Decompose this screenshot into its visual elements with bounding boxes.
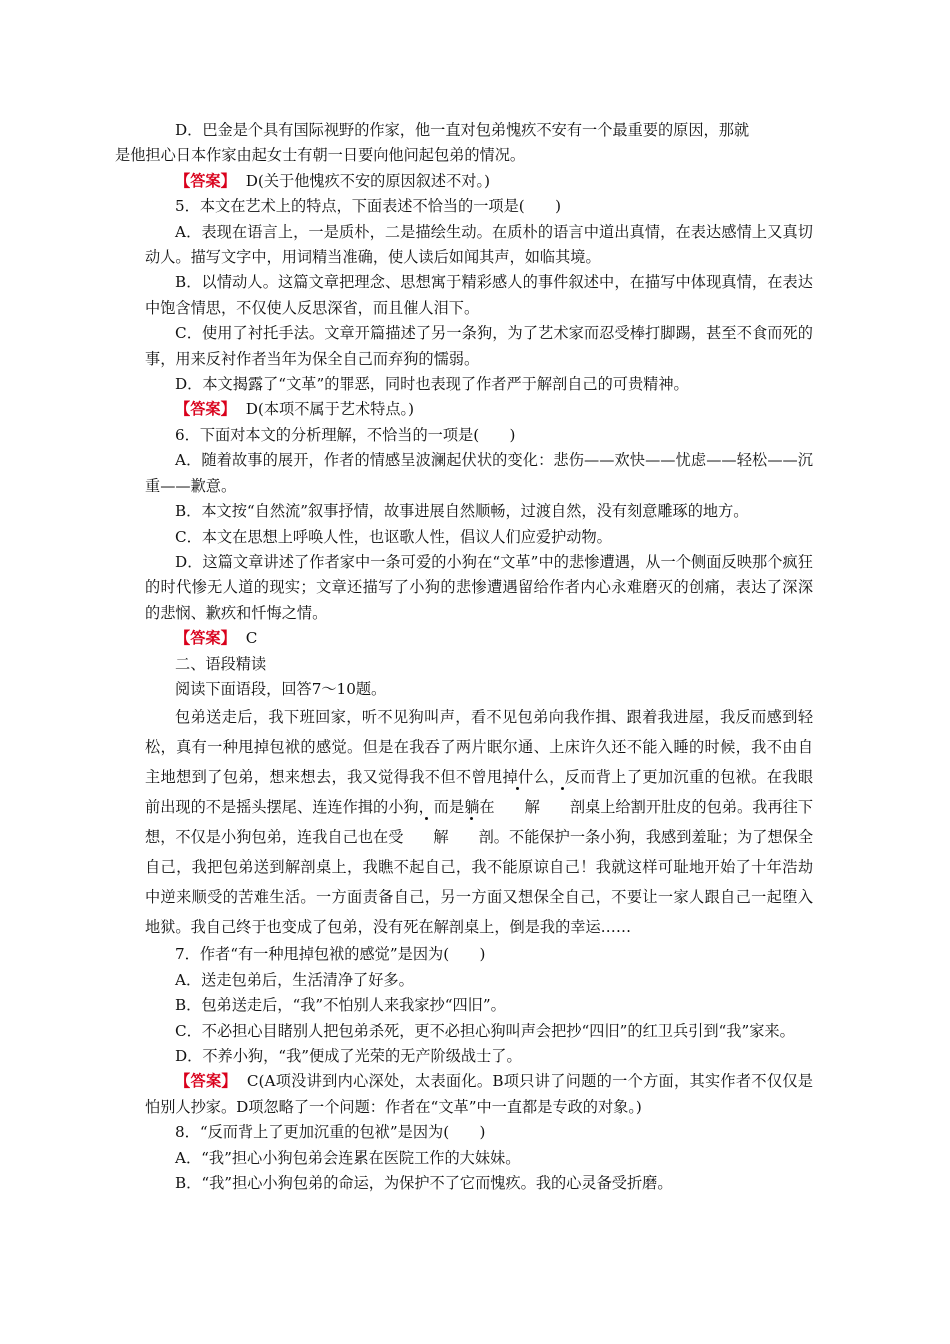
answer-text: C(A项没讲到内心深处，太表面化。B项只讲了问题的一个方面，其实作者不仅仅是怕别人抄家。D项忽略了一个问题：作者在“文革”中一直都是专政的对象。) <box>145 1072 813 1116</box>
q5-option-a: A．表现在语言上，一是质朴，二是描绘生动。在质朴的语言中道出真情，在表达感情上又真切动人。描写文字中，用词精当准确，使人读后如闻其声，如临其境。 <box>145 222 813 267</box>
q7-answer <box>145 1069 813 1120</box>
answer-text: C <box>245 629 258 648</box>
q7-option-c: C．不必担心目睹别人把包弟杀死，更不必担心狗叫声会把抄“四旧”的红卫兵引到“我”家来。 <box>175 1021 795 1040</box>
q5-option-b: B．以情动人。这篇文章把理念、思想寓于精彩感人的事件叙述中，在描写中体现真情，在表达中饱含情思，不仅使人反思深省，而且催人泪下。 <box>145 273 813 317</box>
q5-answer <box>145 397 813 422</box>
answer-label: 【答案】 <box>175 171 236 190</box>
q6-option-c: C．本文在思想上呼唤人性，也讴歌人性，倡议人们应爱护动物。 <box>175 527 612 546</box>
emphasis-dot-char: 剖 <box>540 792 585 822</box>
q8-option-b: B．“我”担心小狗包弟的命运，为保护不了它而愧疚。我的心灵备受折磨。 <box>175 1174 673 1192</box>
q5-stem: 5．本文在艺术上的特点，下面表述不恰当的一项是( ) <box>175 197 562 216</box>
answer-label: 【答案】 <box>175 629 236 648</box>
passage-text-3: 。不能保护一条小狗，我感到羞耻；为了想保全自己，我把包弟送到解剖桌上，我瞧不起自己，我不能原谅自己！我就这样可耻地开始了十年浩劫中逆来顺受的苦难生活。一方面责备自己，另一方面又想保全自己，不要让一家人跟自己一起堕入地狱。我自己终于也变成了包弟，没有死在解剖桌上，倒是我的幸运…… <box>145 828 814 937</box>
passage-text-2: 桌上给割开肚皮的包弟。我再往下想，不仅是小狗包弟，连我自己也在受 <box>145 798 814 847</box>
passage-text-1: 包弟送走后，我下班回家，听不见狗叫声，看不见包弟向我作揖、跟着我进屋，我反而感到轻松，真有一种甩掉包袱的感觉。但是在我吞了两片眠尔通、上床许久还不能入睡的时候，我不由自主地想到了包弟，想来想去，我又觉得我不但不曾甩掉什么，反而背上了更加沉重的包袱。在我眼前出现的不是摇头摆尾、连连作揖的小狗，而是躺在 <box>145 708 813 817</box>
q4-answer <box>145 169 813 194</box>
q5-option-c: C．使用了衬托手法。文章开篇描述了另一条狗，为了艺术家而忍受棒打脚踢，甚至不食而死的事，用来反衬作者当年为保全自己而弃狗的懦弱。 <box>145 324 813 368</box>
document-page <box>115 118 814 1196</box>
answer-text: D(本项不属于艺术特点。) <box>245 400 415 419</box>
q4-option-d-line1: D．巴金是个具有国际视野的作家，他一直对包弟愧疚不安有一个最重要的原因，那就 <box>175 121 750 139</box>
passage-paragraph <box>145 702 813 942</box>
q4-option-d-line2: 是他担心日本作家由起女士有朝一日要向他问起包弟的情况。 <box>115 146 526 165</box>
q6-stem: 6．下面对本文的分析理解，不恰当的一项是( ) <box>175 425 516 444</box>
q7-option-a: A．送走包弟后，生活清净了好多。 <box>175 970 414 989</box>
q7-option-b: B．包弟送走后，“我”不怕别人来我家抄“四旧”。 <box>175 996 506 1015</box>
q7-stem: 7．作者“有一种甩掉包袱的感觉”是因为( ) <box>175 945 486 964</box>
reading-passage <box>145 702 813 942</box>
q6-option-b: B．本文按“自然流”叙事抒情，故事进展自然顺畅，过渡自然，没有刻意雕琢的地方。 <box>175 502 749 521</box>
emphasized-word <box>403 828 493 846</box>
emphasis-dot-char: 解 <box>495 792 540 822</box>
q7-option-d: D．不养小狗，“我”便成了光荣的无产阶级战士了。 <box>175 1046 522 1065</box>
q8-option-a: A．“我”担心小狗包弟会连累在医院工作的大妹妹。 <box>175 1148 521 1167</box>
q5-option-d: D．本文揭露了“文革”的罪恶，同时也表现了作者严于解剖自己的可贵精神。 <box>175 375 689 394</box>
section-title: 二、语段精读 <box>175 654 267 673</box>
section-instruction: 阅读下面语段，回答7～10题。 <box>175 679 387 698</box>
answer-text: D(关于他愧疚不安的原因叙述不对。) <box>245 171 490 190</box>
emphasis-dot-char: 剖 <box>449 822 494 852</box>
q6-answer <box>145 626 813 651</box>
emphasis-dot-char: 解 <box>403 822 448 852</box>
answer-label: 【答案】 <box>175 1072 237 1091</box>
q6-option-d: D．这篇文章讲述了作者家中一条可爱的小狗在“文革”中的悲惨遭遇，从一个侧面反映那个疯狂的时代惨无人道的现实；文章还描写了小狗的悲惨遭遇留给作者内心永难磨灭的创痛，表达了深深的悲悯、歉疚和忏悔之情。 <box>145 552 813 622</box>
q6-option-a: A．随着故事的展开，作者的情感呈波澜起伏状的变化：悲伤——欢快——忧虑——轻松——沉重——歉意。 <box>145 451 813 495</box>
answer-label: 【答案】 <box>175 400 236 419</box>
emphasized-word <box>495 798 585 816</box>
q4-option-d <box>115 118 813 169</box>
q8-stem: 8．“反而背上了更加沉重的包袱”是因为( ) <box>175 1123 486 1142</box>
